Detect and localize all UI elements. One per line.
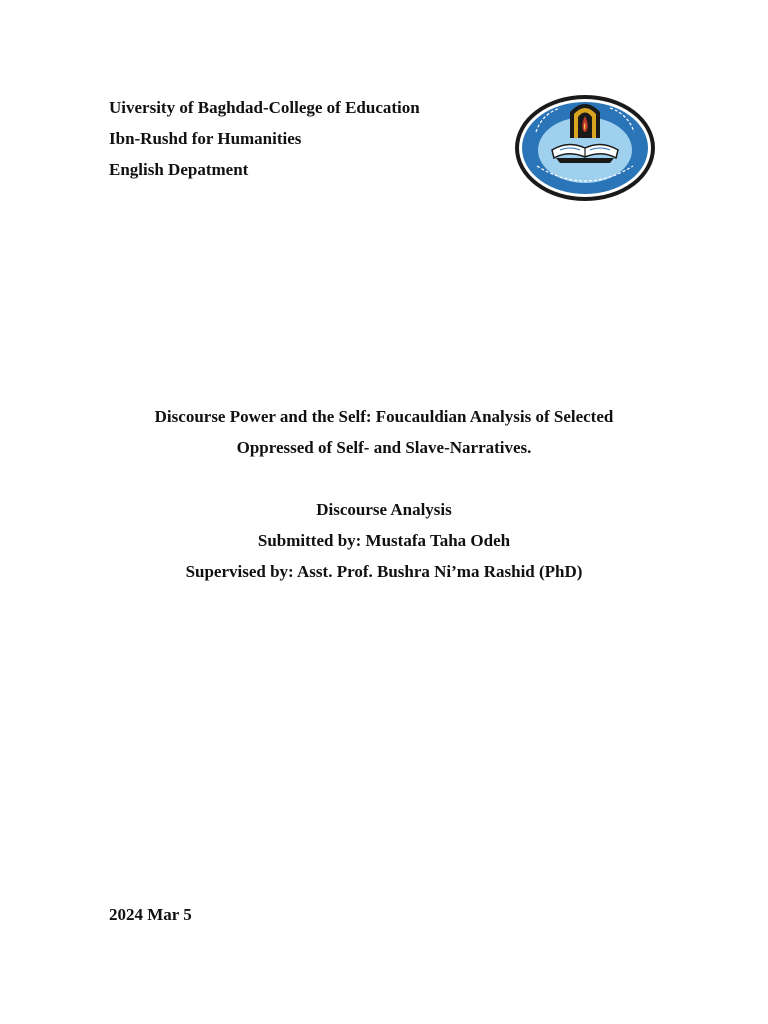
university-seal-icon <box>512 92 658 204</box>
title-line-2: Oppressed of Self- and Slave-Narratives. <box>236 438 532 457</box>
submission-date: 2024 Mar 5 <box>109 905 192 924</box>
college-name: Ibn-Rushd for Humanities <box>109 129 302 148</box>
thesis-title <box>0 401 768 463</box>
course-name: Discourse Analysis <box>316 500 452 519</box>
supervised-by: Supervised by: Asst. Prof. Bushra Ni’ma Rashid (PhD) <box>185 562 583 581</box>
submission-details <box>0 494 768 587</box>
university-name: Uiversity of Baghdad-College of Education <box>109 98 420 117</box>
submitted-by: Submitted by: Mustafa Taha Odeh <box>257 531 511 550</box>
title-line-1: Discourse Power and the Self: Foucauldian Analysis of Selected <box>154 407 614 426</box>
department-name: English Depatment <box>109 160 249 179</box>
institution-header <box>109 92 489 185</box>
